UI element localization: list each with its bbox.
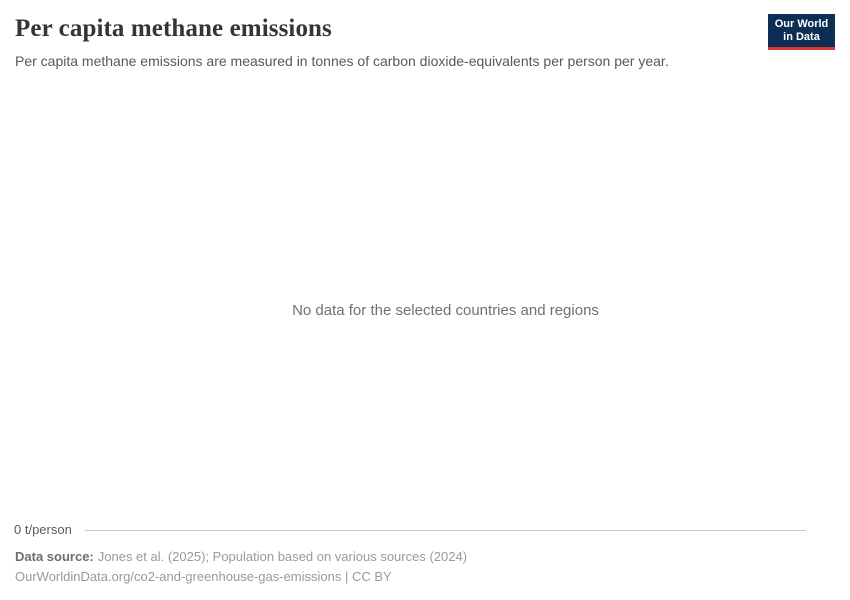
data-source-label: Data source: bbox=[15, 549, 94, 564]
chart-title: Per capita methane emissions bbox=[15, 15, 332, 42]
chart-subtitle: Per capita methane emissions are measured in tonnes of carbon dioxide-equivalents per person per year. bbox=[15, 53, 669, 69]
owid-logo[interactable] bbox=[768, 14, 835, 50]
citation-link[interactable]: OurWorldinData.org/co2-and-greenhouse-gas-emissions | CC BY bbox=[15, 569, 392, 584]
data-source-line bbox=[15, 547, 835, 567]
chart-footer bbox=[15, 547, 835, 587]
owid-logo-line1: Our World bbox=[774, 17, 829, 30]
y-axis-tick-label: 0 t/person bbox=[14, 522, 72, 537]
plot-area bbox=[85, 80, 806, 530]
owid-logo-line2: in Data bbox=[783, 30, 820, 43]
chart-header bbox=[15, 13, 835, 70]
no-data-message: No data for the selected countries and regions bbox=[292, 302, 599, 319]
data-source-link[interactable]: Jones et al. (2025); Population based on various sources (2024) bbox=[97, 549, 468, 564]
zero-gridline bbox=[85, 530, 806, 531]
